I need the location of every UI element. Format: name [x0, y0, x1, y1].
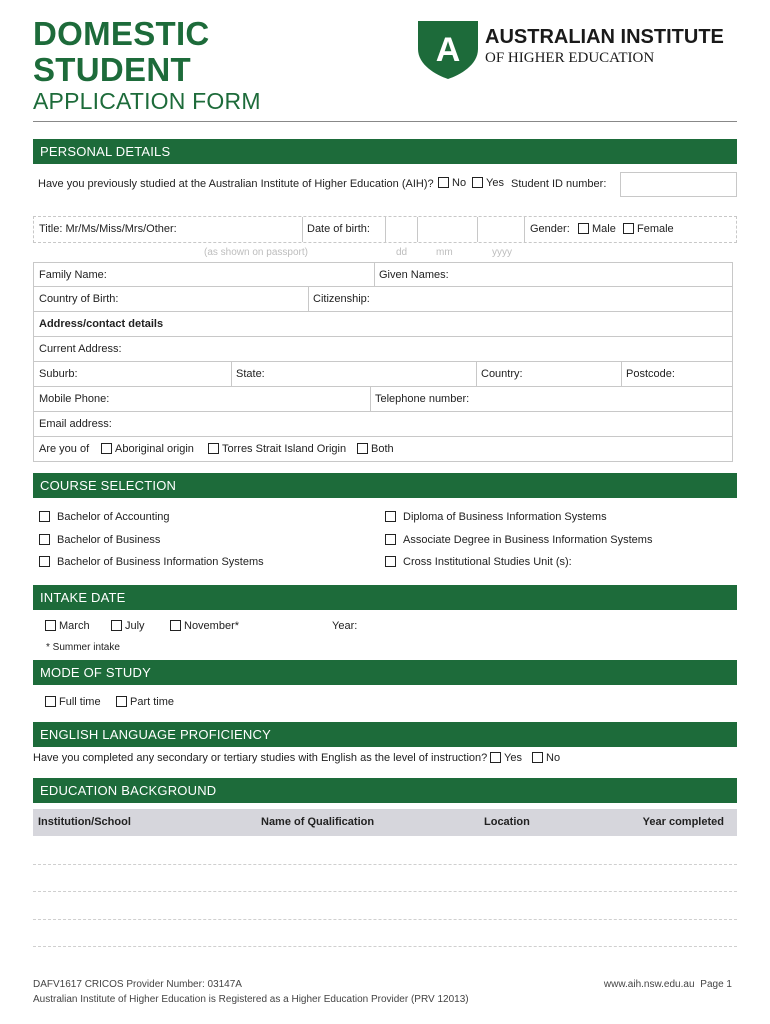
course-label: Diploma of Business Information Systems: [403, 511, 607, 523]
table-row[interactable]: [33, 864, 737, 865]
section-course-selection: COURSE SELECTION: [33, 473, 737, 498]
english-yes-checkbox[interactable]: [490, 752, 501, 763]
email-row: [33, 412, 733, 437]
section-mode-of-study: MODE OF STUDY: [33, 660, 737, 685]
course-option[interactable]: [39, 511, 170, 523]
english-no-checkbox[interactable]: [532, 752, 543, 763]
course-label: Cross Institutional Studies Unit (s):: [403, 556, 572, 568]
full-time-checkbox[interactable]: [45, 696, 56, 707]
course-label: Associate Degree in Business Information Systems: [403, 534, 653, 546]
education-table-header: [33, 809, 737, 836]
postcode-field[interactable]: Postcode:: [626, 368, 675, 380]
page-title: [33, 16, 210, 88]
dob-day-field[interactable]: [385, 217, 417, 242]
title-field[interactable]: Title: Mr/Ms/Miss/Mrs/Other:: [39, 223, 177, 235]
intake-year-label: Year:: [332, 620, 358, 632]
full-time-option[interactable]: [45, 696, 101, 708]
form-subtitle: APPLICATION FORM: [33, 88, 261, 114]
course-option[interactable]: [385, 534, 652, 546]
yes-label: Yes: [486, 177, 504, 189]
studied-yes-option[interactable]: [472, 177, 504, 189]
title-dob-gender-row: [33, 216, 737, 243]
course-label: Bachelor of Business Information Systems: [57, 556, 264, 568]
origin-row: [33, 437, 733, 462]
female-label: Female: [637, 223, 674, 235]
female-checkbox[interactable]: [623, 223, 634, 234]
torres-option[interactable]: [208, 443, 346, 455]
july-checkbox[interactable]: [111, 620, 122, 631]
address-heading-row: [33, 312, 733, 337]
current-address-row: [33, 337, 733, 362]
november-option[interactable]: [170, 620, 239, 632]
summer-intake-note: * Summer intake: [46, 642, 120, 653]
male-option[interactable]: [578, 223, 616, 235]
course-option[interactable]: [385, 556, 572, 568]
footer-cricos: DAFV1617 CRICOS Provider Number: 03147A: [33, 979, 242, 990]
student-id-label: Student ID number:: [511, 178, 607, 190]
section-intake-date: INTAKE DATE: [33, 585, 737, 610]
suburb-row: [33, 362, 733, 387]
part-time-checkbox[interactable]: [116, 696, 127, 707]
current-address-field[interactable]: Current Address:: [39, 343, 122, 355]
aboriginal-option[interactable]: [101, 443, 194, 455]
studied-question: Have you previously studied at the Australian Institute of Higher Education (AIH)?: [38, 178, 434, 190]
both-label: Both: [371, 443, 394, 455]
birth-row: [33, 287, 733, 312]
footer-page-number: Page 1: [700, 979, 732, 990]
origin-label: Are you of: [39, 443, 90, 455]
course-checkbox[interactable]: [39, 534, 50, 545]
logo-sub: OF HIGHER EDUCATION: [485, 50, 655, 66]
aboriginal-label: Aboriginal origin: [115, 443, 194, 455]
header-rule: [33, 121, 737, 122]
march-checkbox[interactable]: [45, 620, 56, 631]
footer-website[interactable]: www.aih.nsw.edu.au: [603, 979, 695, 990]
suburb-field[interactable]: Suburb:: [39, 368, 78, 380]
course-checkbox[interactable]: [39, 556, 50, 567]
course-checkbox[interactable]: [385, 534, 396, 545]
november-label: November*: [184, 620, 240, 632]
table-row[interactable]: [33, 891, 737, 892]
both-option[interactable]: [357, 443, 394, 455]
male-checkbox[interactable]: [578, 223, 589, 234]
table-row[interactable]: [33, 919, 737, 920]
title-line-1: DOMESTIC: [33, 15, 210, 52]
english-question: Have you completed any secondary or tertiary studies with English as the level of instruction?: [33, 752, 488, 764]
course-option[interactable]: [385, 511, 607, 523]
english-no-option[interactable]: [532, 752, 560, 764]
course-option[interactable]: [39, 534, 160, 546]
table-row[interactable]: [33, 946, 737, 947]
july-label: July: [125, 620, 145, 632]
hint-passport: (as shown on passport): [204, 247, 308, 258]
title-line-2: STUDENT: [33, 51, 191, 88]
country-field[interactable]: Country:: [481, 368, 523, 380]
july-option[interactable]: [111, 620, 145, 632]
torres-label: Torres Strait Island Origin: [222, 443, 347, 455]
part-time-label: Part time: [130, 696, 175, 708]
dob-label: Date of birth:: [307, 223, 370, 235]
female-option[interactable]: [623, 223, 674, 235]
english-yes-label: Yes: [504, 752, 522, 764]
section-english-proficiency: ENGLISH LANGUAGE PROFICIENCY: [33, 722, 737, 747]
section-education-background: EDUCATION BACKGROUND: [33, 778, 737, 803]
gender-label: Gender:: [530, 223, 570, 235]
course-checkbox[interactable]: [385, 556, 396, 567]
torres-checkbox[interactable]: [208, 443, 219, 454]
column-qualification: Name of Qualification: [261, 816, 375, 828]
no-checkbox[interactable]: [438, 177, 449, 188]
hint-mm: mm: [436, 247, 453, 258]
column-institution: Institution/School: [38, 816, 131, 828]
phone-row: [33, 387, 733, 412]
citizenship-field[interactable]: Citizenship:: [313, 293, 370, 305]
aboriginal-checkbox[interactable]: [101, 443, 112, 454]
email-field[interactable]: Email address:: [39, 418, 112, 430]
course-option[interactable]: [39, 556, 264, 568]
state-field[interactable]: State:: [236, 368, 265, 380]
dob-year-field[interactable]: [477, 217, 524, 242]
footer-registration: Australian Institute of Higher Education is Registered as a Higher Education Provider (PRV 12013): [33, 994, 469, 1005]
logo-letter: A: [435, 31, 461, 69]
course-label: Bachelor of Accounting: [57, 511, 170, 523]
given-names-field[interactable]: Given Names:: [379, 269, 449, 281]
name-row: [33, 262, 733, 287]
column-location: Location: [484, 816, 530, 828]
column-year-completed: Year completed: [642, 816, 724, 828]
march-option[interactable]: [45, 620, 90, 632]
english-yes-option[interactable]: [490, 752, 522, 764]
section-personal-details: PERSONAL DETAILS: [33, 139, 737, 164]
course-label: Bachelor of Business: [57, 534, 161, 546]
family-name-field[interactable]: Family Name:: [39, 269, 107, 281]
footer-right: [604, 979, 732, 990]
part-time-option[interactable]: [116, 696, 174, 708]
studied-no-option[interactable]: [438, 177, 466, 189]
address-heading: Address/contact details: [39, 318, 164, 330]
aih-logo: [416, 19, 741, 81]
both-checkbox[interactable]: [357, 443, 368, 454]
telephone-field[interactable]: Telephone number:: [375, 393, 470, 405]
student-id-field[interactable]: [620, 172, 737, 197]
course-checkbox[interactable]: [39, 511, 50, 522]
male-label: Male: [592, 223, 616, 235]
mobile-phone-field[interactable]: Mobile Phone:: [39, 393, 110, 405]
dob-month-field[interactable]: [417, 217, 477, 242]
march-label: March: [59, 620, 90, 632]
full-time-label: Full time: [59, 696, 101, 708]
yes-checkbox[interactable]: [472, 177, 483, 188]
english-no-label: No: [546, 752, 561, 764]
shield-icon: [416, 19, 480, 81]
logo-name: AUSTRALIAN INSTITUTE: [485, 26, 724, 48]
country-of-birth-field[interactable]: Country of Birth:: [39, 293, 119, 305]
no-label: No: [452, 177, 467, 189]
hint-yyyy: yyyy: [492, 247, 512, 258]
hint-dd: dd: [396, 247, 408, 258]
november-checkbox[interactable]: [170, 620, 181, 631]
course-checkbox[interactable]: [385, 511, 396, 522]
